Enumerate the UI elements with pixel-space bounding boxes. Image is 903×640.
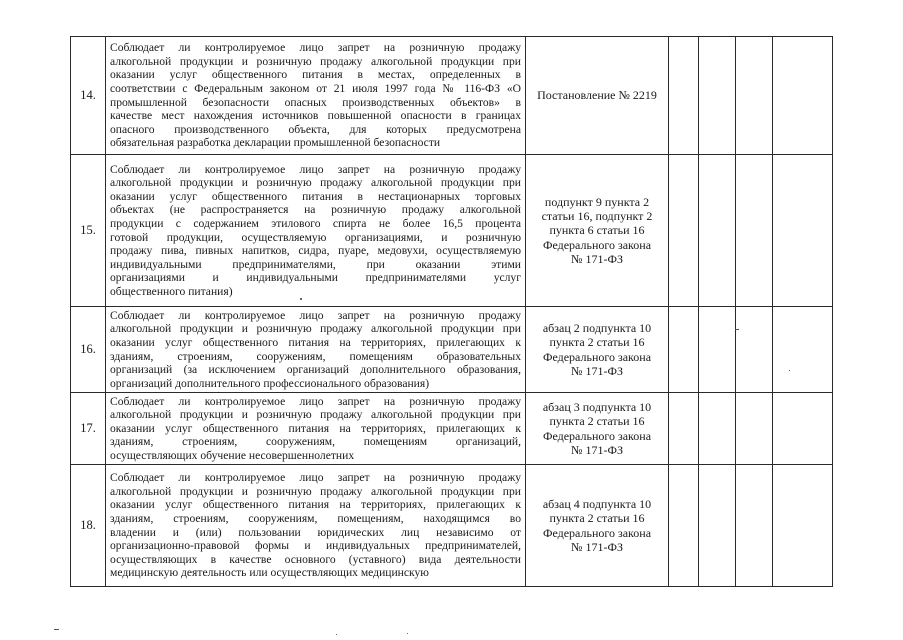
note-cell[interactable] [773, 393, 833, 465]
table-row [71, 393, 833, 465]
scan-speck [407, 633, 408, 634]
requirement-question [106, 465, 526, 587]
reference-line: Федерального закона [542, 349, 652, 364]
row-number: 17. [71, 393, 106, 465]
question-line: зданиям, строениям, сооружениям, помещениям образовательных [110, 349, 521, 363]
row-number: 16. [71, 307, 106, 393]
question-line: оказании услуг общественного питания на территориях, прилегающих к [110, 498, 521, 512]
table-row [71, 465, 833, 587]
question-line: организациями и индивидуальными предпринимателями услуг [110, 271, 521, 285]
table-row [71, 307, 833, 393]
requirement-question [106, 393, 526, 465]
row-number: 15. [71, 155, 106, 307]
legal-reference [526, 155, 669, 307]
question-line: индивидуальными предпринимателями, при оказании этими [110, 257, 521, 271]
question-line: объектах (не распространяется на розничную продажу алкогольной [110, 203, 521, 217]
reference-line: статьи 16, подпункт 2 [541, 209, 653, 224]
answer-no-cell[interactable] [699, 37, 736, 155]
reference-line: абзац 4 подпункта 10 [542, 497, 652, 512]
legal-reference [526, 307, 669, 393]
checklist-table [70, 36, 833, 587]
requirement-question [106, 155, 526, 307]
question-line: алкогольной продукции и розничную продажу алкогольной продукции при [110, 54, 521, 68]
question-line: обязательная разработка декларации промышленной безопасности [110, 136, 441, 150]
question-line: оказании услуг общественного питания в местах, определенных в [110, 68, 521, 82]
reference-line: Федерального закона [542, 237, 652, 252]
note-cell[interactable] [773, 465, 833, 587]
reference-line: Федерального закона [542, 428, 652, 443]
question-line: организационно-правовой формы и индивидуальных предпринимателей, [110, 539, 521, 553]
answer-no-cell[interactable] [699, 155, 736, 307]
question-line: осуществляющих в качестве основного (уставного) вида деятельности [110, 552, 521, 566]
question-line: общественного питания) [110, 284, 233, 298]
reference-line: пункта 2 статьи 16 [549, 511, 645, 526]
legal-reference [526, 393, 669, 465]
scan-speck [789, 370, 790, 371]
question-line: промышленной безопасности опасных производственных объектов» в [110, 95, 521, 109]
question-line: опасного производственного объекта, для которых предусмотрена [110, 122, 521, 136]
question-line: Соблюдает ли контролируемое лицо запрет на розничную продажу [110, 41, 521, 55]
scan-speck [54, 629, 59, 630]
reference-line: абзац 2 подпункта 10 [542, 321, 652, 336]
answer-na-cell[interactable] [736, 307, 773, 393]
scan-speck [735, 329, 739, 330]
question-line: Соблюдает ли контролируемое лицо запрет на розничную продажу [110, 394, 521, 408]
table-row [71, 37, 833, 155]
answer-yes-cell[interactable] [669, 393, 699, 465]
question-line: владении и (или) пользовании юридических лиц независимо от [110, 525, 521, 539]
answer-yes-cell[interactable] [669, 465, 699, 587]
question-line: Соблюдает ли контролируемое лицо запрет на розничную продажу [110, 471, 521, 485]
answer-yes-cell[interactable] [669, 37, 699, 155]
legal-reference [526, 465, 669, 587]
answer-na-cell[interactable] [736, 155, 773, 307]
question-line: медицинскую деятельность или осуществляющих медицинскую [110, 566, 429, 580]
question-line: осуществляющих обучение несовершеннолетних [110, 448, 355, 462]
reference-line: Федерального закона [542, 525, 652, 540]
question-line: Соблюдает ли контролируемое лицо запрет на розничную продажу [110, 162, 521, 176]
question-line: алкогольной продукции и розничную продажу алкогольной продукции при [110, 484, 521, 498]
question-line: оказании услуг общественного питания в нестационарных торговых [110, 189, 521, 203]
reference-line: № 171-ФЗ [571, 251, 623, 266]
reference-line: абзац 3 подпункта 10 [542, 400, 652, 415]
question-line: Соблюдает ли контролируемое лицо запрет на розничную продажу [110, 308, 521, 322]
reference-line: № 171-ФЗ [571, 363, 623, 378]
question-line: оказании услуг общественного питания на территориях, прилегающих к [110, 421, 521, 435]
note-cell[interactable] [773, 307, 833, 393]
question-line: качестве мест нахождения источников повышенной опасности в границах [110, 109, 521, 123]
answer-na-cell[interactable] [736, 465, 773, 587]
reference-line: пункта 6 статьи 16 [549, 223, 645, 238]
legal-reference [526, 37, 669, 155]
answer-yes-cell[interactable] [669, 155, 699, 307]
reference-line: Постановление № 2219 [537, 88, 657, 103]
question-line: алкогольной продукции и розничную продажу алкогольной продукции при [110, 408, 521, 422]
question-line: зданиям, строениям, сооружениям, помещениям организаций, [110, 435, 521, 449]
scan-speck [336, 634, 337, 635]
question-line: продукции с содержанием этилового спирта не более 16,5 процента [110, 216, 521, 230]
table-row [71, 155, 833, 307]
answer-na-cell[interactable] [736, 393, 773, 465]
reference-line: № 171-ФЗ [571, 442, 623, 457]
question-line: готовой продукции, осуществляемую организациями, и розничную [110, 230, 521, 244]
question-line: зданиям, строениям, сооружениям, помещениям, находящимся во [110, 511, 521, 525]
reference-line: № 171-ФЗ [571, 539, 623, 554]
answer-na-cell[interactable] [736, 37, 773, 155]
reference-line: подпункт 9 пункта 2 [544, 194, 650, 209]
question-line: организаций (за исключением организаций дополнительного образования, [110, 363, 521, 377]
note-cell[interactable] [773, 37, 833, 155]
question-line: оказании услуг общественного питания на территориях, прилегающих к [110, 335, 521, 349]
scan-speck [300, 298, 302, 300]
checklist-rows [71, 37, 833, 587]
reference-line: пункта 2 статьи 16 [549, 414, 645, 429]
row-number: 18. [71, 465, 106, 587]
question-line: продажу пива, пивных напитков, сидра, пуаре, медовухи, осуществляемую [110, 244, 521, 258]
answer-yes-cell[interactable] [669, 307, 699, 393]
question-line: алкогольной продукции и розничную продажу алкогольной продукции при [110, 176, 521, 190]
reference-line: пункта 2 статьи 16 [549, 335, 645, 350]
question-line: алкогольной продукции и розничную продажу алкогольной продукции при [110, 322, 521, 336]
row-number: 14. [71, 37, 106, 155]
question-line: соответствии с Федеральным законом от 21 июля 1997 года № 116-ФЗ «О [110, 81, 521, 95]
note-cell[interactable] [773, 155, 833, 307]
checklist-page [70, 36, 833, 587]
answer-no-cell[interactable] [699, 307, 736, 393]
requirement-question [106, 307, 526, 393]
requirement-question [106, 37, 526, 155]
question-line: организаций дополнительного профессионального образования) [110, 376, 430, 390]
answer-no-cell[interactable] [699, 465, 736, 587]
answer-no-cell[interactable] [699, 393, 736, 465]
